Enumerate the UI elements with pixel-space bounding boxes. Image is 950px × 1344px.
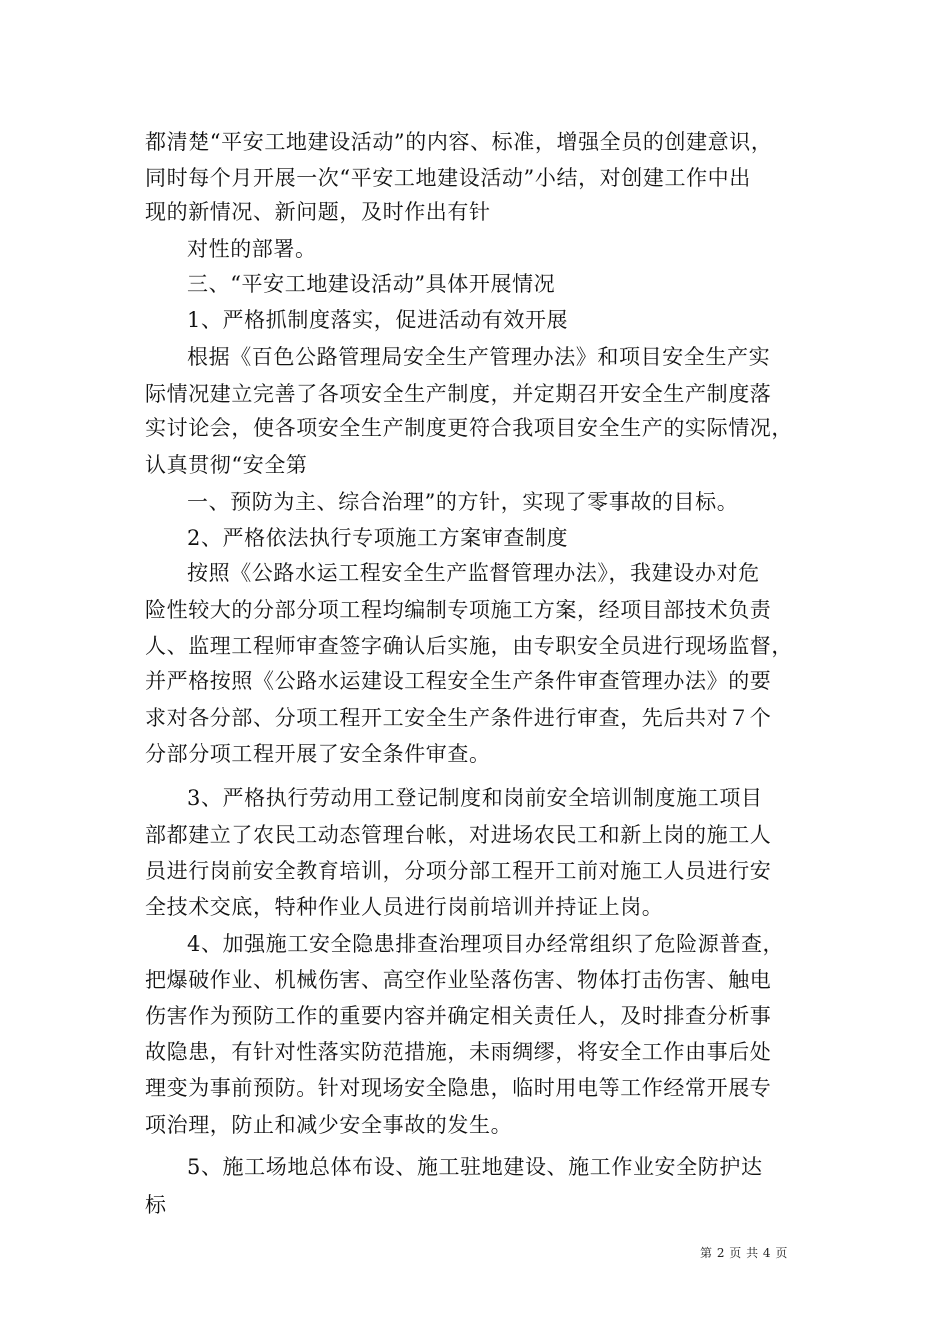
section-heading: 三、“平安工地建设活动”具体开展情况 xyxy=(187,272,556,296)
body-text-line: 险性较大的分部分项工程均编制专项施工方案，经项目部技术负责 xyxy=(145,598,772,622)
body-text-line: 理变为事前预防。针对现场安全隐患，临时用电等工作经常开展专 xyxy=(145,1076,772,1100)
body-text-line: 分部分项工程开展了安全条件审查。 xyxy=(145,742,491,766)
body-text-line: 同时每个月开展一次“平安工地建设活动”小结，对创建工作中出 xyxy=(145,166,751,190)
body-text-line: 并严格按照《公路水运建设工程安全生产条件审查管理办法》的要 xyxy=(145,669,772,693)
body-text-line: 全技术交底，特种作业人员进行岗前培训并持证上岗。 xyxy=(145,895,664,919)
body-text-line: 4、加强施工安全隐患排查治理项目办经常组织了危险源普查， xyxy=(187,932,785,956)
body-text-line: 根据《百色公路管理局安全生产管理办法》和项目安全生产实 xyxy=(187,345,771,369)
subsection-heading: 1、严格抓制度落实，促进活动有效开展 xyxy=(187,308,569,332)
body-text-line: 求对各分部、分项工程开工安全生产条件进行审查，先后共对７个 xyxy=(145,706,772,730)
body-text-line: 认真贯彻“安全第 xyxy=(145,453,308,477)
body-text-line: 现的新情况、新问题，及时作出有针 xyxy=(145,200,491,224)
page-number-footer: 第 2 页 共 4 页 xyxy=(700,1246,788,1260)
body-text-line: 人、监理工程师审查签字确认后实施，由专职安全员进行现场监督， xyxy=(145,634,793,658)
subsection-heading: 2、严格依法执行专项施工方案审查制度 xyxy=(187,526,569,550)
body-text-line: 际情况建立完善了各项安全生产制度，并定期召开安全生产制度落 xyxy=(145,382,772,406)
body-text-line: 3、严格执行劳动用工登记制度和岗前安全培训制度施工项目 xyxy=(187,786,763,810)
body-text-line: 部都建立了农民工动态管理台帐，对进场农民工和新上岗的施工人 xyxy=(145,823,772,847)
body-text-line: 伤害作为预防工作的重要内容并确定相关责任人，及时排查分析事 xyxy=(145,1004,772,1028)
body-text-line: 都清楚“平安工地建设活动”的内容、标准，增强全员的创建意识， xyxy=(145,130,773,154)
body-text-line: 项治理，防止和减少安全事故的发生。 xyxy=(145,1113,513,1137)
body-text-line: 按照《公路水运工程安全生产监督管理办法》，我建设办对危 xyxy=(187,561,760,585)
body-text-line: 对性的部署。 xyxy=(187,237,317,261)
body-text-line: 标 xyxy=(145,1193,167,1217)
body-text-line: 实讨论会，使各项安全生产制度更符合我项目安全生产的实际情况， xyxy=(145,416,793,440)
body-text-line: 5、施工场地总体布设、施工驻地建设、施工作业安全防护达 xyxy=(187,1155,763,1179)
body-text-line: 故隐患，有针对性落实防范措施，未雨绸缪，将安全工作由事后处 xyxy=(145,1040,772,1064)
body-text-line: 把爆破作业、机械伤害、高空作业坠落伤害、物体打击伤害、触电 xyxy=(145,968,772,992)
body-text-line: 一、预防为主、综合治理”的方针，实现了零事故的目标。 xyxy=(187,490,739,514)
body-text-line: 员进行岗前安全教育培训，分项分部工程开工前对施工人员进行安 xyxy=(145,859,772,883)
